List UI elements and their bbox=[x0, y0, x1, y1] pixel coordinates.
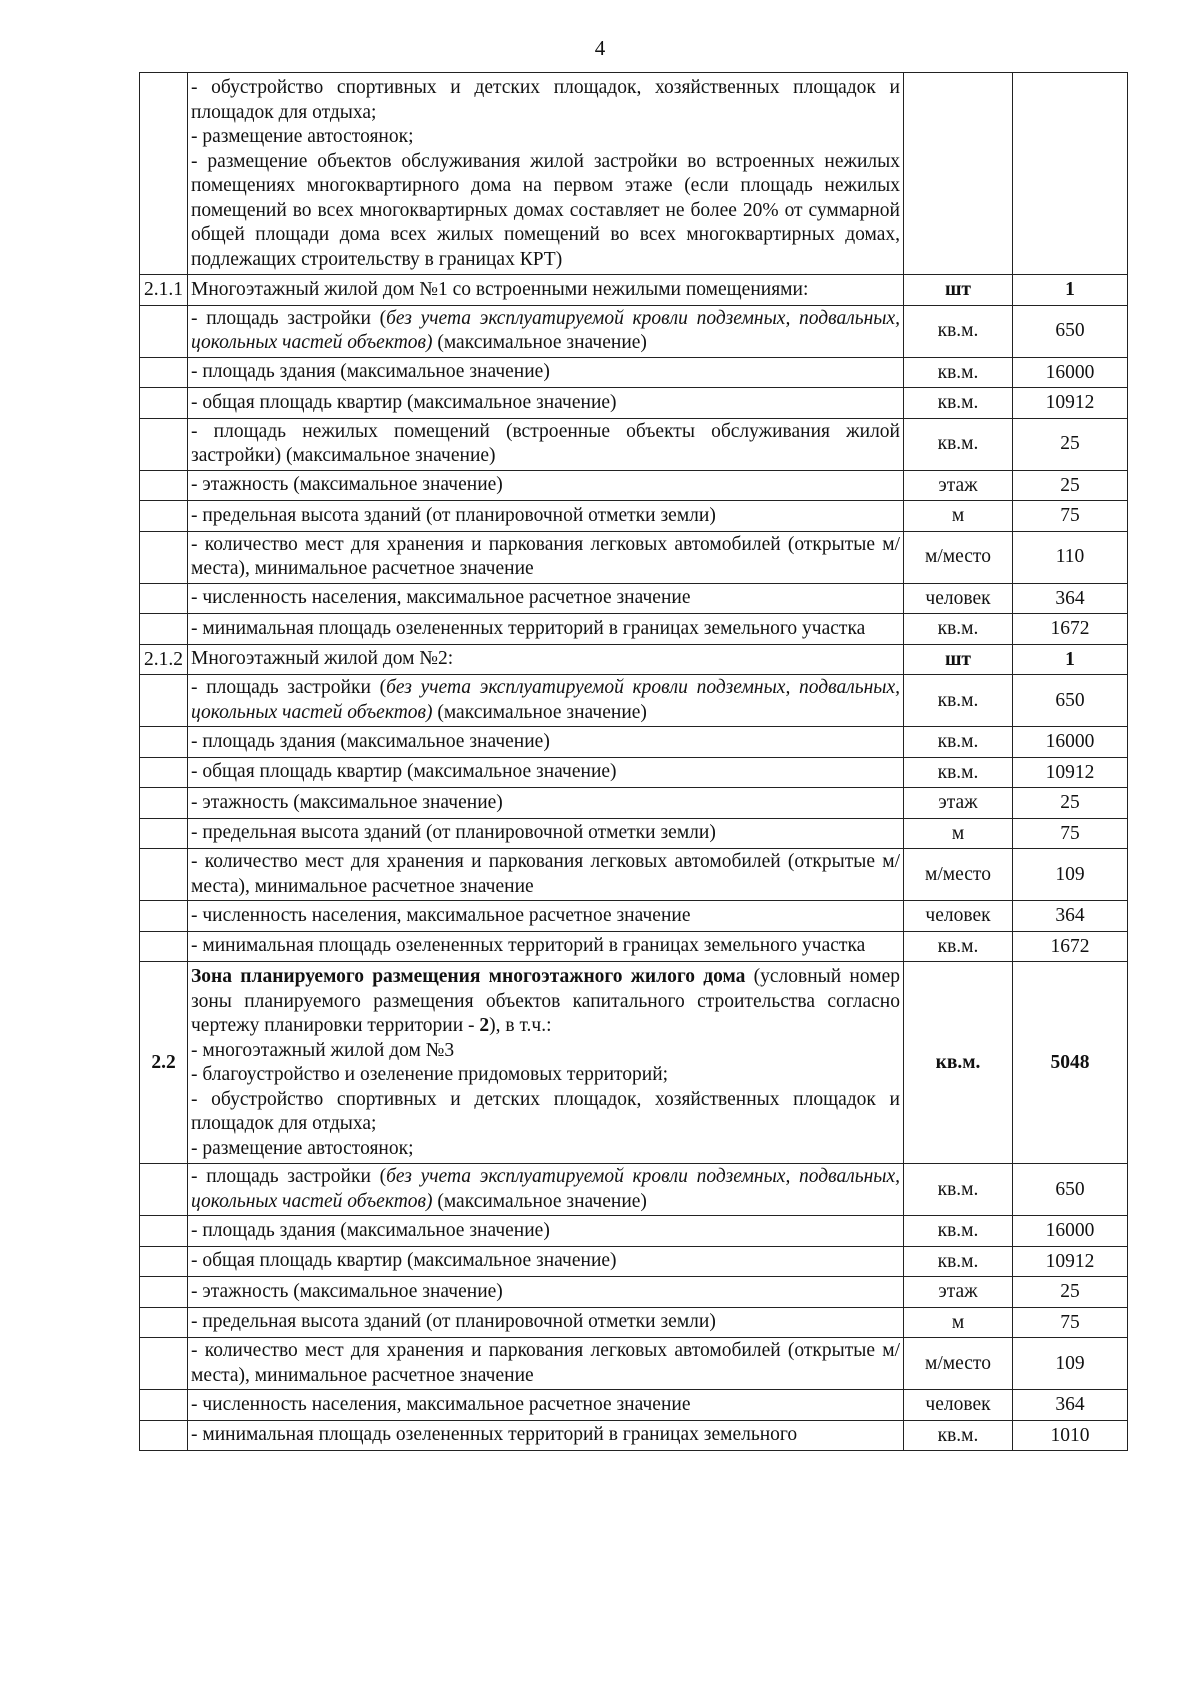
intro-item: - размещение объектов обслуживания жилой застройки во встроенных нежилых помещениях многоквартирного дома на первом этаже (если площадь нежилых помещений во всех многоквартирных домах составляет не более 20% от суммарной общей площади дома всех жилых помещений во всех многоквартирных домах, подлежащих строительству в границах КРТ) bbox=[191, 150, 900, 270]
table-row bbox=[140, 357, 1128, 388]
parameter-name-suffix: (максимальное значение) bbox=[432, 1190, 647, 1212]
parameter-name-cell bbox=[188, 931, 904, 962]
value-cell: 109 bbox=[1013, 849, 1128, 901]
row-number-cell bbox=[140, 305, 188, 357]
parameter-name-text: - площадь застройки ( bbox=[191, 1166, 387, 1187]
parameter-name-text: - этажность (максимальное значение) bbox=[191, 474, 503, 495]
parameter-name-text: - площадь застройки ( bbox=[191, 677, 387, 698]
row-number-cell bbox=[140, 418, 188, 470]
table-row bbox=[140, 1216, 1128, 1247]
unit-cell: этаж bbox=[904, 470, 1013, 501]
parameter-name-cell bbox=[188, 583, 904, 614]
table-row bbox=[140, 818, 1128, 849]
table-row bbox=[140, 614, 1128, 645]
row-number-cell bbox=[140, 901, 188, 932]
table-row-section-header bbox=[140, 275, 1128, 306]
section-title-cell: Многоэтажный жилой дом №2: bbox=[188, 644, 904, 675]
parameter-name-text: - количество мест для хранения и паркования легковых автомобилей (открытые м/места), минимальное расчетное значение bbox=[191, 1340, 900, 1386]
row-number-cell bbox=[140, 1164, 188, 1216]
value-cell: 16000 bbox=[1013, 727, 1128, 758]
row-number-cell bbox=[140, 818, 188, 849]
value-cell: 25 bbox=[1013, 470, 1128, 501]
parameter-name-cell bbox=[188, 849, 904, 901]
zone-number: 2 bbox=[479, 1015, 490, 1036]
zone-title bbox=[191, 965, 900, 1039]
unit-cell: этаж bbox=[904, 1277, 1013, 1308]
table-row bbox=[140, 1246, 1128, 1277]
parameter-name-text: - общая площадь квартир (максимальное значение) bbox=[191, 1250, 617, 1271]
parameter-name-cell bbox=[188, 727, 904, 758]
row-number-cell bbox=[140, 675, 188, 727]
parameters-table-body bbox=[140, 73, 1128, 1451]
row-number-cell bbox=[140, 357, 188, 388]
unit-cell: кв.м. bbox=[904, 675, 1013, 727]
parameter-name-text: - площадь здания (максимальное значение) bbox=[191, 730, 550, 752]
row-number-cell bbox=[140, 1420, 188, 1451]
value-cell: 16000 bbox=[1013, 1216, 1128, 1247]
zone-item: - обустройство спортивных и детских площадок, хозяйственных площадок и площадок для отдыха; bbox=[191, 1088, 900, 1134]
unit-cell: кв.м. bbox=[904, 757, 1013, 788]
unit-cell: м bbox=[904, 1307, 1013, 1338]
value-cell: 75 bbox=[1013, 501, 1128, 532]
page-number: 4 bbox=[594, 36, 606, 60]
parameter-name-cell bbox=[188, 357, 904, 388]
row-number-cell bbox=[140, 614, 188, 645]
unit-cell: кв.м. bbox=[904, 1420, 1013, 1451]
unit-cell: м/место bbox=[904, 531, 1013, 583]
table-row bbox=[140, 1338, 1128, 1390]
row-number-cell bbox=[140, 1216, 188, 1247]
intro-item: - обустройство спортивных и детских площадок, хозяйственных площадок и площадок для отдыха; bbox=[191, 77, 900, 123]
row-number-cell bbox=[140, 583, 188, 614]
value-cell: 10912 bbox=[1013, 1246, 1128, 1277]
parameter-name-text: - численность населения, максимальное расчетное значение bbox=[191, 587, 691, 608]
unit-cell: м bbox=[904, 501, 1013, 532]
section-title-cell: Многоэтажный жилой дом №1 со встроенными нежилыми помещениями: bbox=[188, 275, 904, 306]
parameter-name-italic: без учета эксплуатируемой кровли подземных, подвальных, цокольных частей объектов) bbox=[191, 307, 900, 353]
unit-cell: м bbox=[904, 818, 1013, 849]
table-row bbox=[140, 1390, 1128, 1421]
table-row-section-header bbox=[140, 644, 1128, 675]
row-number-cell bbox=[140, 1277, 188, 1308]
parameter-name-cell bbox=[188, 305, 904, 357]
table-row-intro bbox=[140, 73, 1128, 275]
table-row bbox=[140, 1420, 1128, 1451]
parameter-name-text: - количество мест для хранения и паркования легковых автомобилей (открытые м/места), минимальное расчетное значение bbox=[191, 851, 900, 897]
parameter-name-cell bbox=[188, 531, 904, 583]
value-cell: 1672 bbox=[1013, 614, 1128, 645]
parameter-name-cell bbox=[188, 470, 904, 501]
parameter-name-text: - площадь здания (максимальное значение) bbox=[191, 1219, 550, 1241]
table-row bbox=[140, 849, 1128, 901]
parameter-name-text: - минимальная площадь озелененных территорий в границах земельного bbox=[191, 1424, 798, 1445]
unit-cell: м/место bbox=[904, 1338, 1013, 1390]
parameter-name-text: - численность населения, максимальное расчетное значение bbox=[191, 1393, 691, 1415]
parameter-name-cell bbox=[188, 901, 904, 932]
parameter-name-text: - предельная высота зданий (от планировочной отметки земли) bbox=[191, 504, 716, 526]
parameter-name-cell bbox=[188, 388, 904, 419]
parameter-name-cell bbox=[188, 1164, 904, 1216]
parameter-name-cell bbox=[188, 757, 904, 788]
parameter-name-text: - минимальная площадь озелененных территорий в границах земельного участка bbox=[191, 935, 866, 956]
parameter-name-cell bbox=[188, 1307, 904, 1338]
row-number-cell bbox=[140, 73, 188, 275]
value-cell: 1010 bbox=[1013, 1420, 1128, 1451]
unit-cell: кв.м. bbox=[904, 931, 1013, 962]
value-cell: 1 bbox=[1013, 644, 1128, 675]
unit-cell: м/место bbox=[904, 849, 1013, 901]
table-row bbox=[140, 501, 1128, 532]
intro-item: - размещение автостоянок; bbox=[191, 126, 414, 147]
value-cell: 25 bbox=[1013, 418, 1128, 470]
unit-cell: этаж bbox=[904, 788, 1013, 819]
table-row bbox=[140, 931, 1128, 962]
unit-cell: шт bbox=[904, 644, 1013, 675]
unit-cell: кв.м. bbox=[904, 962, 1013, 1164]
row-number-cell bbox=[140, 1338, 188, 1390]
value-cell: 364 bbox=[1013, 583, 1128, 614]
zone-item: - многоэтажный жилой дом №3 bbox=[191, 1039, 455, 1061]
table-row bbox=[140, 470, 1128, 501]
unit-cell: кв.м. bbox=[904, 388, 1013, 419]
row-number-cell bbox=[140, 757, 188, 788]
parameter-name-cell bbox=[188, 1420, 904, 1451]
row-number-cell bbox=[140, 788, 188, 819]
unit-cell: кв.м. bbox=[904, 1164, 1013, 1216]
zone-item: - благоустройство и озеленение придомовых территорий; bbox=[191, 1064, 669, 1085]
value-cell: 75 bbox=[1013, 1307, 1128, 1338]
table-row bbox=[140, 388, 1128, 419]
parameter-name-text: - предельная высота зданий (от планировочной отметки земли) bbox=[191, 822, 716, 843]
table-row bbox=[140, 1277, 1128, 1308]
parameter-name-cell bbox=[188, 418, 904, 470]
value-cell: 10912 bbox=[1013, 757, 1128, 788]
unit-cell: человек bbox=[904, 901, 1013, 932]
value-cell: 650 bbox=[1013, 675, 1128, 727]
value-cell: 16000 bbox=[1013, 357, 1128, 388]
parameter-name-cell bbox=[188, 1277, 904, 1308]
table-row bbox=[140, 788, 1128, 819]
row-number-cell bbox=[140, 727, 188, 758]
value-cell: 1672 bbox=[1013, 931, 1128, 962]
parameter-name-text: - этажность (максимальное значение) bbox=[191, 1280, 503, 1302]
row-number-cell bbox=[140, 1246, 188, 1277]
value-cell: 650 bbox=[1013, 305, 1128, 357]
parameter-name-text: - общая площадь квартир (максимальное значение) bbox=[191, 761, 617, 782]
table-row-zone bbox=[140, 962, 1128, 1164]
value-cell: 650 bbox=[1013, 1164, 1128, 1216]
table-row bbox=[140, 305, 1128, 357]
zone-title-text: (условный номер зоны планируемого размещения объектов капитального строительства согласно чертежу планировки территории - bbox=[191, 966, 900, 1036]
row-number-cell bbox=[140, 849, 188, 901]
parameter-name-text: - площадь нежилых помещений (встроенные объекты обслуживания жилой застройки) (максимальное значение) bbox=[191, 420, 900, 466]
table-row bbox=[140, 675, 1128, 727]
row-number-cell bbox=[140, 501, 188, 532]
parameter-name-text: - предельная высота зданий (от планировочной отметки земли) bbox=[191, 1311, 716, 1332]
intro-text-cell bbox=[188, 73, 904, 275]
unit-cell: кв.м. bbox=[904, 1246, 1013, 1277]
parameter-name-cell bbox=[188, 1338, 904, 1390]
unit-cell: человек bbox=[904, 583, 1013, 614]
zone-item: - размещение автостоянок; bbox=[191, 1137, 414, 1159]
table-row bbox=[140, 901, 1128, 932]
table-row bbox=[140, 727, 1128, 758]
row-number-cell bbox=[140, 1307, 188, 1338]
table-row bbox=[140, 531, 1128, 583]
parameter-name-italic: без учета эксплуатируемой кровли подземных, подвальных, цокольных частей объектов) bbox=[191, 1166, 900, 1212]
parameter-name-cell bbox=[188, 818, 904, 849]
unit-cell: шт bbox=[904, 275, 1013, 306]
parameter-name-text: - количество мест для хранения и паркования легковых автомобилей (открытые м/места), минимальное расчетное значение bbox=[191, 533, 900, 579]
parameter-name-text: - минимальная площадь озелененных территорий в границах земельного участка bbox=[191, 617, 866, 639]
row-number-cell bbox=[140, 931, 188, 962]
value-cell: 109 bbox=[1013, 1338, 1128, 1390]
unit-cell bbox=[904, 73, 1013, 275]
parameter-name-suffix: (максимальное значение) bbox=[432, 701, 647, 723]
row-number-cell bbox=[140, 470, 188, 501]
value-cell: 110 bbox=[1013, 531, 1128, 583]
row-number-cell: 2.1.1 bbox=[140, 275, 188, 306]
value-cell: 25 bbox=[1013, 788, 1128, 819]
parameter-name-cell bbox=[188, 1390, 904, 1421]
value-cell: 10912 bbox=[1013, 388, 1128, 419]
parameter-name-cell bbox=[188, 1216, 904, 1247]
unit-cell: кв.м. bbox=[904, 1216, 1013, 1247]
value-cell: 25 bbox=[1013, 1277, 1128, 1308]
row-number-cell bbox=[140, 388, 188, 419]
parameter-name-text: - общая площадь квартир (максимальное значение) bbox=[191, 391, 617, 413]
unit-cell: человек bbox=[904, 1390, 1013, 1421]
unit-cell: кв.м. bbox=[904, 357, 1013, 388]
value-cell: 75 bbox=[1013, 818, 1128, 849]
unit-cell: кв.м. bbox=[904, 614, 1013, 645]
row-number-cell bbox=[140, 1390, 188, 1421]
table-row bbox=[140, 583, 1128, 614]
row-number-cell: 2.1.2 bbox=[140, 644, 188, 675]
row-number-cell: 2.2 bbox=[140, 962, 188, 1164]
value-cell bbox=[1013, 73, 1128, 275]
parameters-table bbox=[139, 72, 1128, 1451]
zone-title-end: ), в т.ч.: bbox=[489, 1015, 552, 1036]
parameter-name-suffix: (максимальное значение) bbox=[432, 332, 647, 353]
value-cell: 1 bbox=[1013, 275, 1128, 306]
parameter-name-text: - площадь здания (максимальное значение) bbox=[191, 361, 550, 382]
unit-cell: кв.м. bbox=[904, 305, 1013, 357]
parameter-name-cell bbox=[188, 1246, 904, 1277]
value-cell: 5048 bbox=[1013, 962, 1128, 1164]
row-number-cell bbox=[140, 531, 188, 583]
parameter-name-text: - площадь застройки ( bbox=[191, 307, 387, 329]
parameter-name-cell bbox=[188, 675, 904, 727]
unit-cell: кв.м. bbox=[904, 418, 1013, 470]
parameter-name-italic: без учета эксплуатируемой кровли подземных, подвальных, цокольных частей объектов) bbox=[191, 677, 900, 723]
value-cell: 364 bbox=[1013, 901, 1128, 932]
table-row bbox=[140, 1307, 1128, 1338]
value-cell: 364 bbox=[1013, 1390, 1128, 1421]
zone-description-cell bbox=[188, 962, 904, 1164]
parameter-name-text: - численность населения, максимальное расчетное значение bbox=[191, 904, 691, 926]
parameter-name-cell bbox=[188, 614, 904, 645]
parameter-name-cell bbox=[188, 501, 904, 532]
table-row bbox=[140, 1164, 1128, 1216]
table-row bbox=[140, 418, 1128, 470]
unit-cell: кв.м. bbox=[904, 727, 1013, 758]
table-row bbox=[140, 757, 1128, 788]
parameter-name-cell bbox=[188, 788, 904, 819]
zone-title-bold: Зона планируемого размещения многоэтажного жилого дома bbox=[191, 966, 746, 987]
parameter-name-text: - этажность (максимальное значение) bbox=[191, 791, 503, 813]
